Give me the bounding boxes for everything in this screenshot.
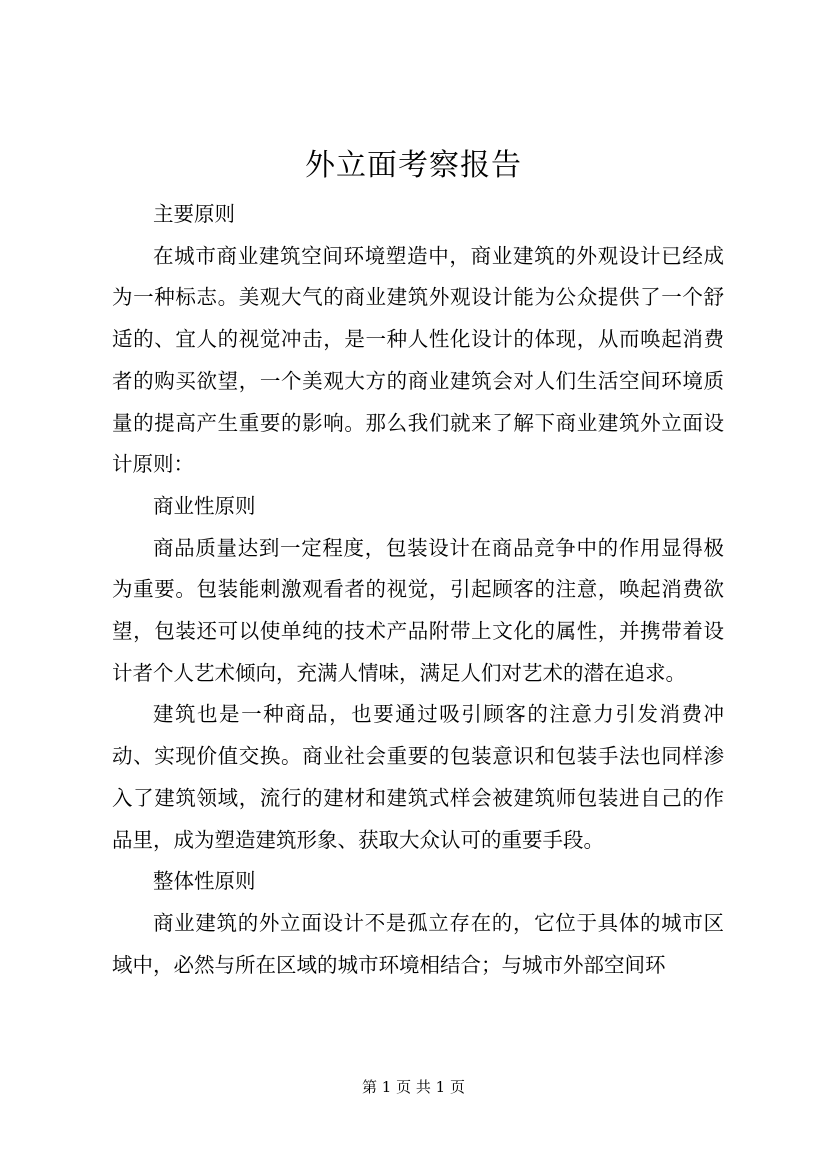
document-body (112, 194, 724, 986)
page-footer: 第 1 页 共 1 页 (362, 1078, 465, 1096)
document-title: 外立面考察报告 (305, 148, 522, 183)
paragraph: 在城市商业建筑空间环境塑造中，商业建筑的外观设计已经成为一种标志。美观大气的商业建筑外观设计能为公众提供了一个舒适的、宜人的视觉冲击，是一种人性化设计的体现，从而唤起消费者的购买欲望，一个美观大方的商业建筑会对人们生活空间环境质量的提高产生重要的影响。那么我们就来了解下商业建筑外立面设计原则： (112, 243, 724, 477)
section-heading: 整体性原则 (153, 869, 256, 894)
section-heading: 主要原则 (153, 202, 235, 226)
paragraph: 商业建筑的外立面设计不是孤立存在的，它位于具体的城市区域中，必然与所在区域的城市环境相结合；与城市外部空间环 (112, 910, 724, 977)
paragraph: 商品质量达到一定程度，包装设计在商品竞争中的作用显得极为重要。包装能刺激观看者的视觉，引起顾客的注意，唤起消费欲望，包装还可以使单纯的技术产品附带上文化的属性，并携带着设计者个人艺术倾向，充满人情味，满足人们对艺术的潜在追求。 (112, 535, 724, 685)
paragraph: 建筑也是一种商品，也要通过吸引顾客的注意力引发消费冲动、实现价值交换。商业社会重要的包装意识和包装手法也同样渗入了建筑领域，流行的建材和建筑式样会被建筑师包装进自己的作品里，成为塑造建筑形象、获取大众认可的重要手段。 (112, 702, 724, 852)
section-heading: 商业性原则 (153, 493, 256, 518)
